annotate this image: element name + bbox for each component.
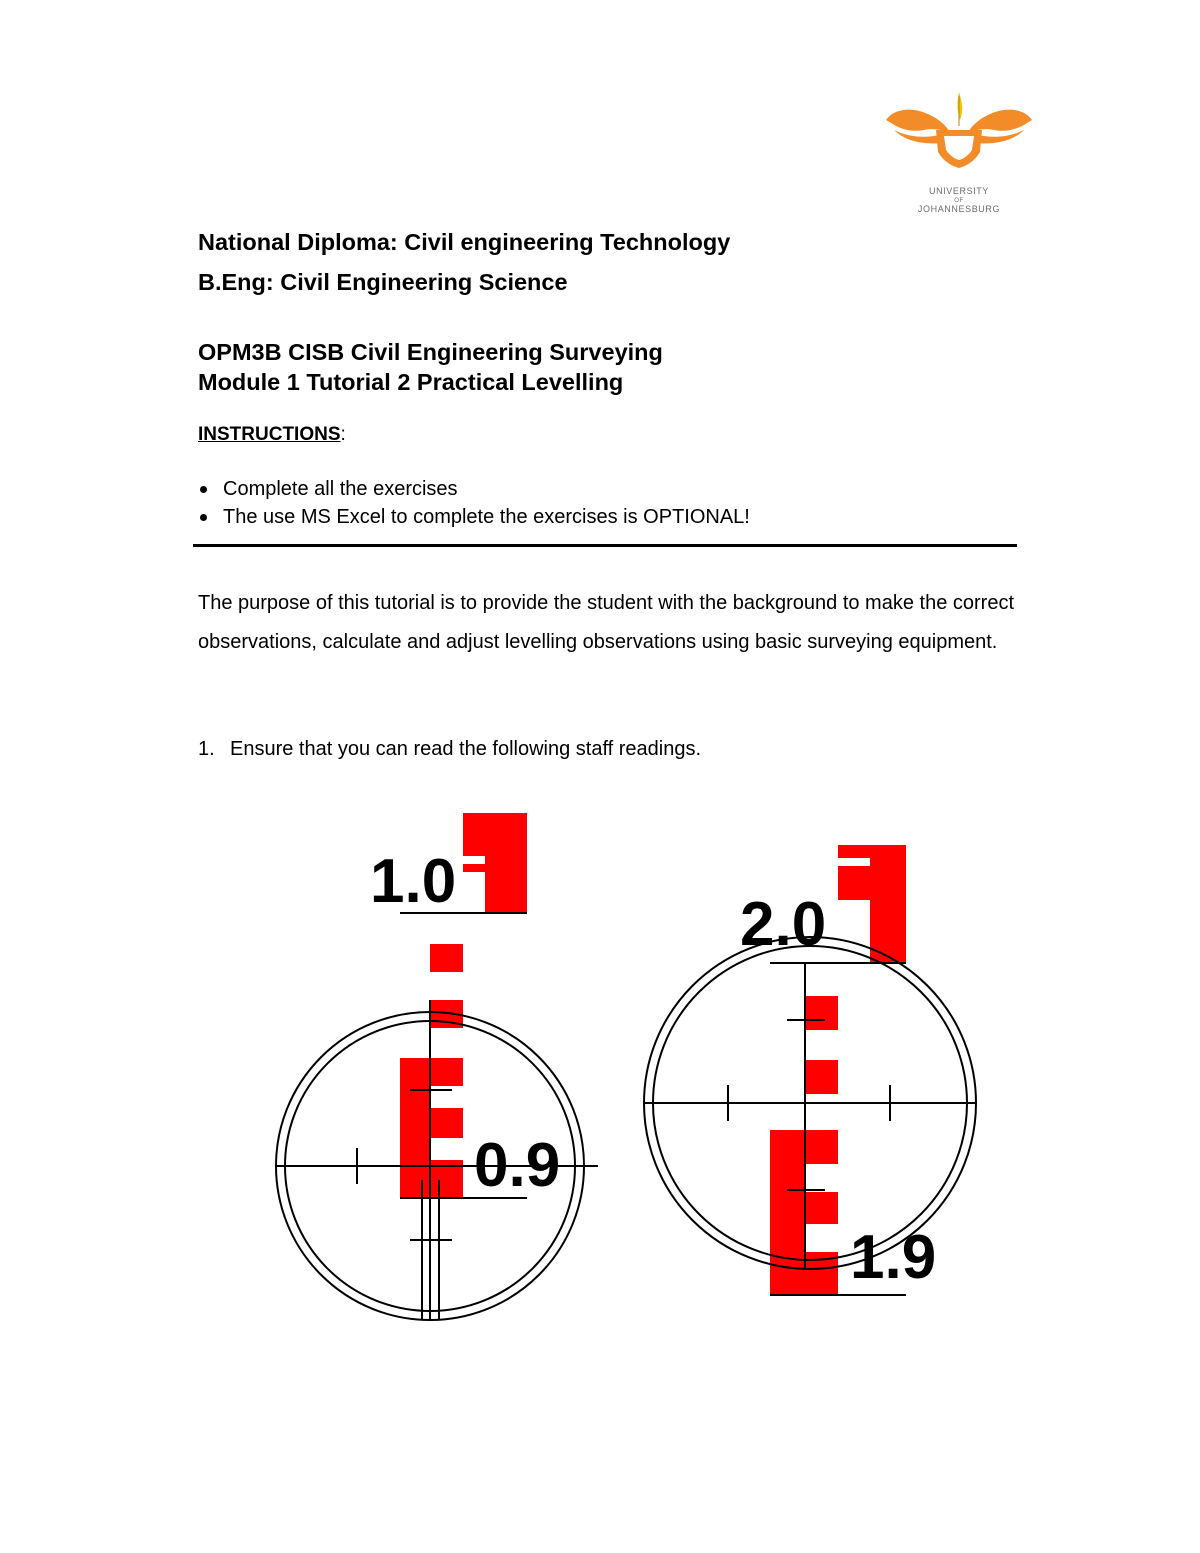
- module-title: Module 1 Tutorial 2 Practical Levelling: [198, 369, 624, 395]
- program-title: National Diploma: Civil engineering Technology: [198, 229, 731, 255]
- instructions-colon: :: [340, 424, 346, 445]
- logo-text-johannesburg: JOHANNESBURG: [917, 204, 1001, 214]
- right-staff-view: [644, 845, 976, 1295]
- left-staff-view: [276, 813, 598, 1320]
- logo-text-university: UNIVERSITY: [928, 186, 989, 196]
- logo-text-of: OF: [954, 198, 964, 204]
- degree-title: B.Eng: Civil Engineering Science: [198, 269, 568, 295]
- right-upper-reading-label: 2.0: [740, 890, 827, 959]
- question-number: 1.: [198, 738, 215, 760]
- instruction-text: The use MS Excel to complete the exercises is OPTIONAL!: [223, 506, 750, 528]
- left-upper-reading-label: 1.0: [370, 847, 457, 916]
- right-lower-reading-label: 1.9: [850, 1223, 937, 1292]
- purpose-paragraph: The purpose of this tutorial is to provide the student with the background to make the correct observations, calculate and adjust levelling observations using basic surveying equipment.: [198, 592, 1015, 653]
- course-title: OPM3B CISB Civil Engineering Surveying: [198, 339, 663, 365]
- instructions-label: INSTRUCTIONS: [198, 424, 341, 445]
- left-lower-reading-label: 0.9: [474, 1131, 561, 1200]
- question-text: Ensure that you can read the following staff readings.: [230, 738, 702, 760]
- instruction-text: Complete all the exercises: [223, 478, 458, 500]
